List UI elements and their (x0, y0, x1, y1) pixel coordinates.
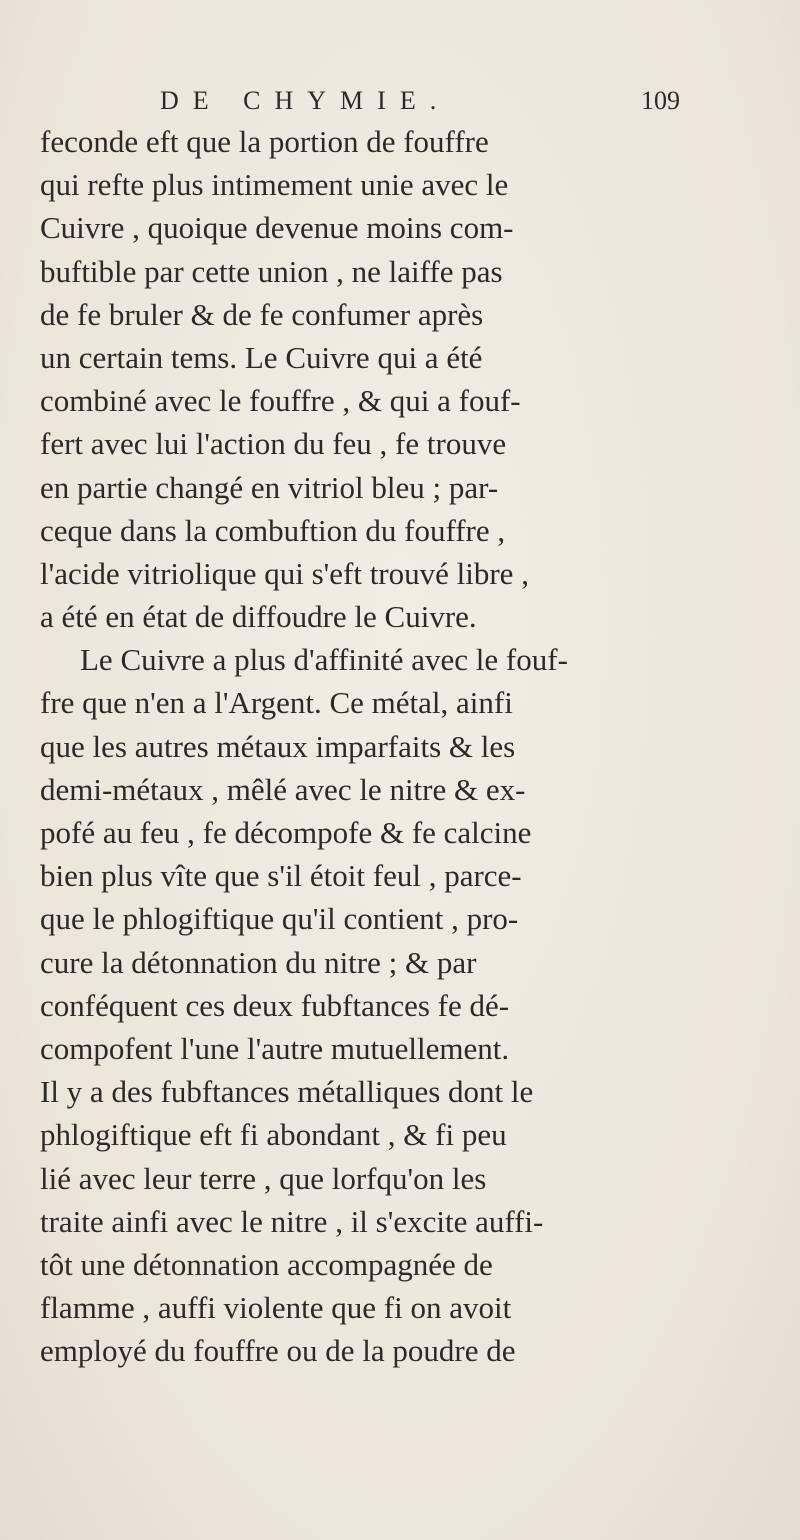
page-header (160, 82, 680, 122)
text-line: compofent l'une l'autre mutuellement. (40, 1030, 510, 1066)
text-line: que le phlogiftique qu'il contient , pro- (40, 901, 519, 937)
text-line: employé du fouffre ou de la poudre de (40, 1333, 516, 1369)
page-number: 109 (641, 86, 680, 115)
text-line: bien plus vîte que s'il étoit feul , parce- (40, 858, 522, 894)
text-line: fre que n'en a l'Argent. Ce métal, ainfi (40, 685, 513, 721)
text-line: demi-métaux , mêlé avec le nitre & ex- (40, 771, 526, 807)
text-line: cure la détonnation du nitre ; & par (40, 944, 477, 980)
text-line: buftible par cette union , ne laiffe pas (40, 253, 503, 289)
text-line: Cuivre , quoique devenue moins com- (40, 210, 514, 246)
text-line: tôt une détonnation accompagnée de (40, 1246, 493, 1282)
text-line: ceque dans la combuftion du fouffre , (40, 512, 506, 548)
text-line: en partie changé en vitriol bleu ; par- (40, 469, 499, 505)
text-line: conféquent ces deux fubftances fe dé- (40, 987, 510, 1023)
text-line: que les autres métaux imparfaits & les (40, 728, 516, 764)
text-line: lié avec leur terre , que lorfqu'on les (40, 1160, 487, 1196)
text-line: pofé au feu , fe décompofe & fe calcine (40, 815, 532, 850)
text-line: qui refte plus intimement unie avec le (40, 167, 509, 203)
text-line: un certain tems. Le Cuivre qui a été (40, 339, 483, 375)
text-line: fert avec lui l'action du feu , fe trouve (40, 426, 507, 462)
text-line: flamme , auffi violente que fi on avoit (40, 1290, 512, 1326)
text-line: de fe bruler & de fe confumer après (40, 296, 484, 332)
text-line: feconde eft que la portion de fouffre (40, 124, 489, 159)
text-line: l'acide vitriolique qui s'eft trouvé libre , (40, 555, 529, 591)
text-line: traite ainfi avec le nitre , il s'excite auffi- (40, 1203, 544, 1239)
text-line: phlogiftique eft fi abondant , & fi peu (40, 1117, 507, 1153)
body-text (40, 120, 770, 1372)
running-title: DE CHYMIE. (160, 86, 451, 115)
paragraph-start-line: Le Cuivre a plus d'affinité avec le fouf- (80, 642, 568, 678)
text-line: Il y a des fubftances métalliques dont le (40, 1074, 534, 1110)
text-line: combiné avec le fouffre , & qui a fouf- (40, 383, 521, 419)
text-line: a été en état de diffoudre le Cuivre. (40, 599, 477, 635)
